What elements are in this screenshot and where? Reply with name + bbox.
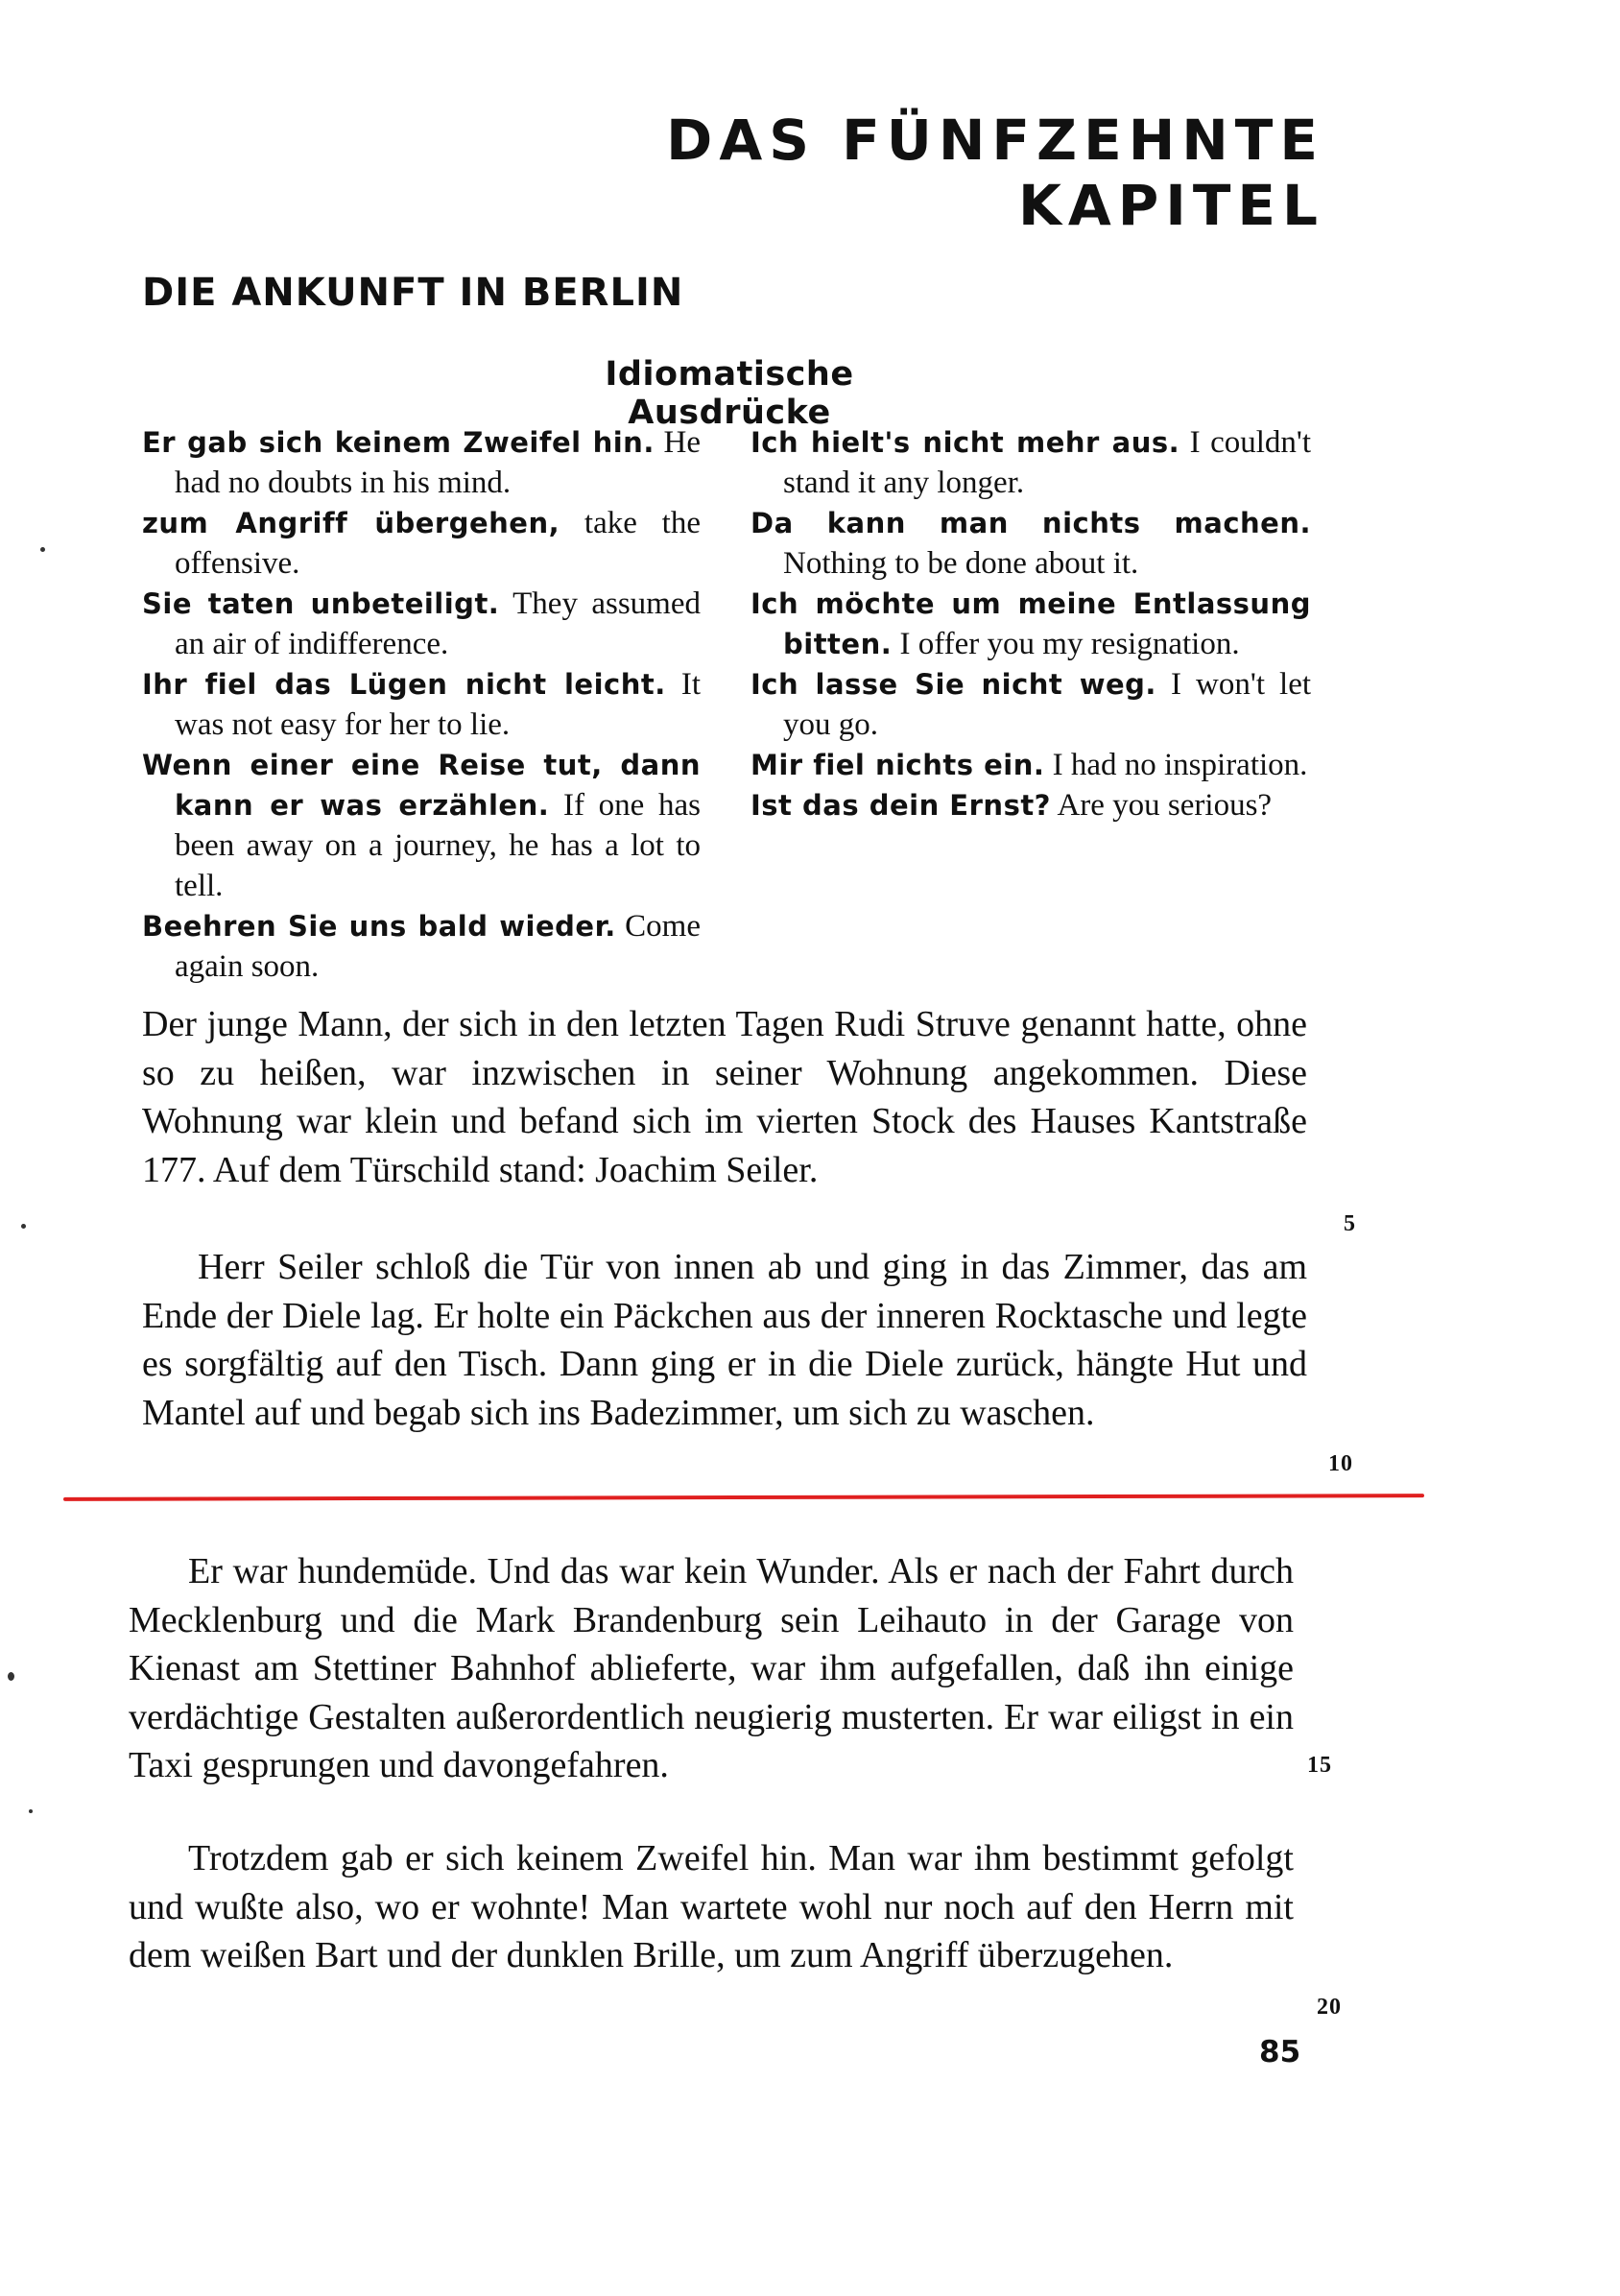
idiom-english: If one has been away on a journey, he has a lot to tell. [175, 788, 702, 903]
idiom-english: Come again soon. [175, 909, 701, 984]
idiom-entry [142, 664, 701, 745]
idiom-entry [750, 584, 1311, 664]
idiom-entry [750, 503, 1311, 584]
idiom-entry [142, 745, 701, 906]
page-number: 85 [1259, 2035, 1301, 2069]
idiom-english: I offer you my resignation. [899, 627, 1240, 661]
idiom-entry [142, 906, 701, 987]
idiom-entry [750, 785, 1311, 825]
idiom-english: I won't let you go. [783, 667, 1312, 742]
line-number: 10 [1328, 1451, 1353, 1476]
idiom-german: Ich möchte um meine Entlassung bitten. [750, 587, 1311, 660]
line-number: 15 [1307, 1753, 1332, 1778]
line-number: 5 [1344, 1211, 1356, 1236]
scan-speck [21, 1224, 26, 1229]
idiom-english: They assumed an air of indifference. [175, 586, 701, 661]
idioms-heading: Idiomatische Ausdrücke [605, 355, 854, 432]
idiom-german: Sie taten unbeteiligt. [142, 587, 500, 620]
line-number: 20 [1317, 1995, 1342, 2020]
idioms-left-column [142, 422, 701, 987]
idioms-right-column [750, 422, 1311, 825]
idiom-german: Ich lasse Sie nicht weg. [750, 668, 1156, 701]
body-paragraph: Er war hundemüde. Und das war kein Wunder. Als er nach der Fahrt durch Mecklenburg und die Mark Brandenburg sein Leihauto in der Garage von Kienast am Stettiner Bahnhof ablieferte, war ihm aufgefallen, daß ihn einige verdächtige Gestalten außerordentlich neugierig musterten. Er war eiligst in ein Taxi gesprungen und davongefahren. [129, 1551, 1294, 1785]
section-title: DIE ANKUNFT IN BERLIN [142, 271, 684, 315]
red-divider-line [63, 1494, 1424, 1501]
idiom-english: I had no inspiration. [1052, 748, 1308, 782]
scan-speck [8, 1672, 14, 1681]
idiom-german: Mir fiel nichts ein. [750, 749, 1045, 781]
idiom-english: Are you serious? [1057, 788, 1273, 823]
idiom-german: Beehren Sie uns bald wieder. [142, 910, 616, 943]
idiom-english: Nothing to be done about it. [783, 546, 1139, 581]
body-paragraph: Der junge Mann, der sich in den letzten Tagen Rudi Struve genannt hatte, ohne so zu heißen, war inzwischen in seiner Wohnung angekommen. Diese Wohnung war klein und befand sich im vierten Stock des Hauses Kantstraße 177. Auf dem Türschild stand: Joachim Seiler. [142, 1004, 1307, 1190]
idiom-english: I couldn't stand it any longer. [783, 425, 1312, 500]
idiom-entry [142, 503, 701, 584]
idiom-german: Ihr fiel das Lügen nicht leicht. [142, 668, 666, 701]
idiom-entry [142, 422, 701, 503]
idiom-english: It was not easy for her to lie. [175, 667, 701, 742]
body-paragraph: Herr Seiler schloß die Tür von innen ab und ging in das Zimmer, das am Ende der Diele lag. Er holte ein Päckchen aus der inneren Rocktasche und legte es sorgfältig auf den Tisch. Dann ging er in die Diele zurück, hängte Hut und Mantel auf und begab sich ins Badezimmer, um sich zu waschen. [142, 1247, 1307, 1433]
idiom-german: Da kann man nichts machen. [750, 507, 1311, 539]
idiom-german: Ich hielt's nicht mehr aus. [750, 426, 1180, 459]
idiom-entry [750, 745, 1311, 785]
chapter-title: DAS FÜNFZEHNTE KAPITEL [666, 108, 1324, 238]
idiom-german: zum Angriff übergehen, [142, 507, 560, 539]
body-paragraph: Trotzdem gab er sich keinem Zweifel hin. Man war ihm bestimmt gefolgt und wußte also, wo er wohnte! Man wartete wohl nur noch auf den Herrn mit dem weißen Bart und der dunklen Brille, um zum Angriff überzugehen. [129, 1838, 1294, 1975]
idiom-entry [750, 422, 1311, 503]
idiom-german: Er gab sich keinem Zweifel hin. [142, 426, 655, 459]
idiom-entry [142, 584, 701, 664]
scan-speck [40, 547, 45, 552]
idiom-german: Ist das dein Ernst? [750, 789, 1052, 822]
idiom-entry [750, 664, 1311, 745]
scan-speck [29, 1809, 33, 1813]
idiom-english: take the offensive. [175, 506, 701, 581]
idiom-german: Wenn einer eine Reise tut, dann kann er was erzählen. [142, 749, 701, 822]
idiom-english: He had no doubts in his mind. [175, 425, 701, 500]
